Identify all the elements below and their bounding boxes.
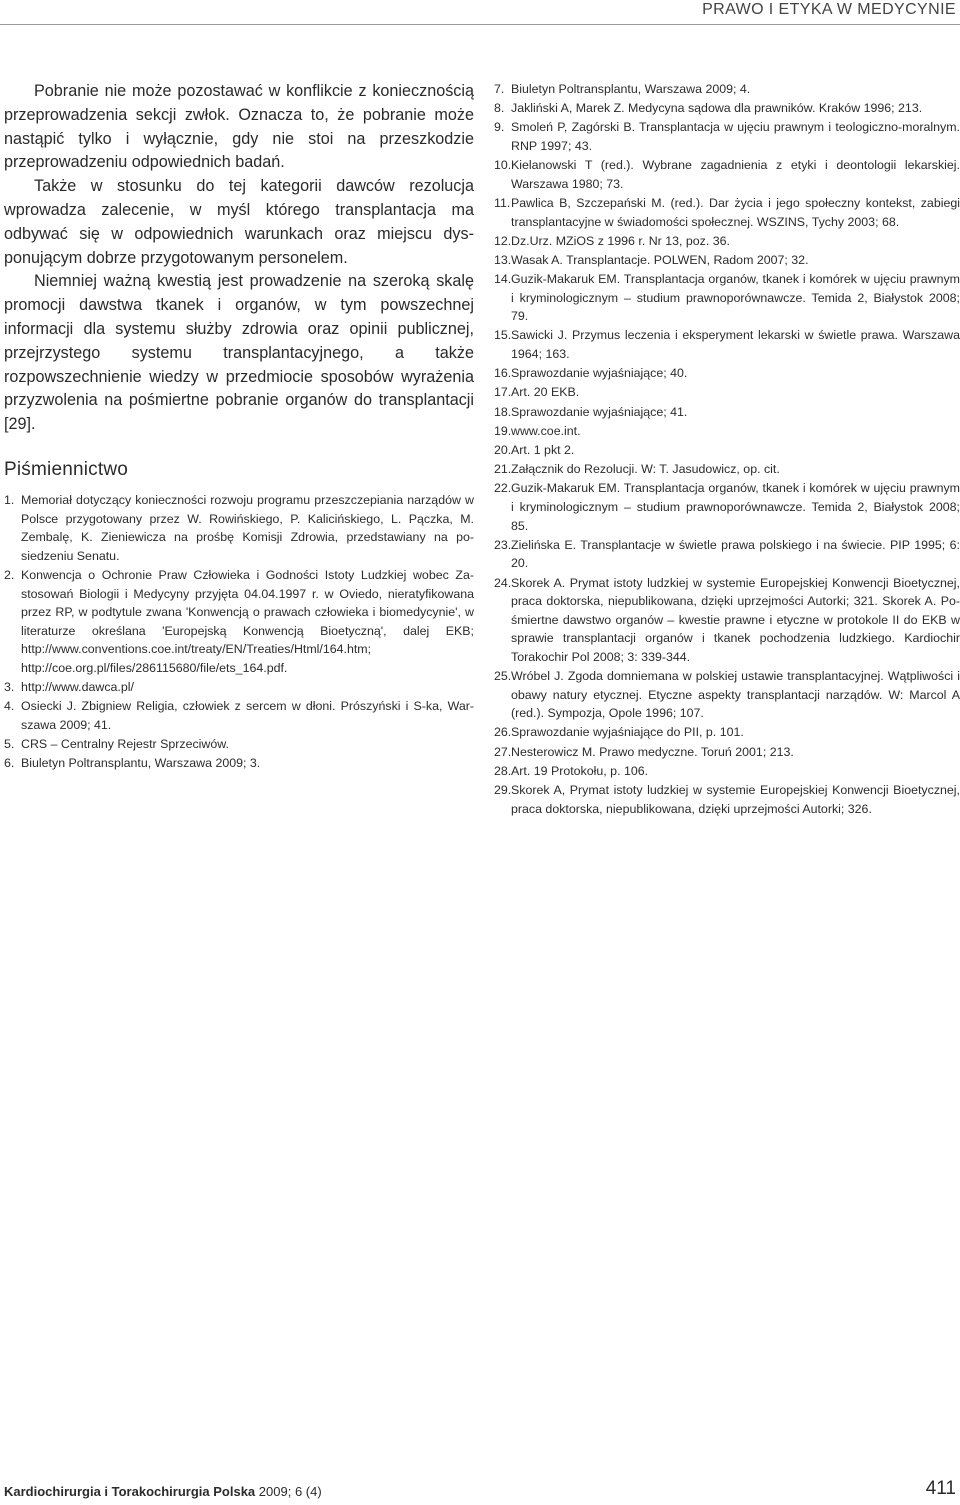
references-list-left (4, 491, 474, 773)
references-list-right (494, 80, 960, 818)
reference-text: Zielińska E. Transplantacje w świetle prawa polskiego i na świecie. PIP 1995; 6: 20. (511, 537, 960, 571)
running-title: PRAWO I ETYKA W MEDYCYNIE (702, 1, 956, 18)
reference-item (494, 667, 960, 723)
reference-item (494, 156, 960, 193)
reference-text: Załącznik do Rezolucji. W: T. Jasudowicz, op. cit. (511, 462, 780, 477)
reference-item (4, 735, 474, 754)
reference-item (494, 723, 960, 742)
reference-text: Dz.Urz. MZiOS z 1996 r. Nr 13, poz. 36. (511, 233, 730, 248)
reference-item (4, 491, 474, 565)
reference-item (494, 80, 960, 99)
reference-number: 29. (494, 783, 512, 798)
reference-item (4, 566, 474, 678)
references-heading: Piśmiennictwo (4, 458, 129, 480)
reference-number: 13. (494, 252, 512, 267)
body-paragraph-2: Także w stosunku do tej kategorii dawców rezolucja wprowadza zalecenie, w myśl którego transplantacja ma odbywać się w odpowiednich warunkach oraz miejscu dysponującym dobrze przygotowanym personelem. (4, 177, 474, 267)
reference-number: 4. (4, 699, 15, 714)
reference-text: CRS – Centralny Rejestr Sprzeciwów. (21, 737, 229, 752)
reference-item (494, 364, 960, 383)
reference-item (494, 403, 960, 422)
reference-text: Wróbel J. Zgoda domniemana w polskiej ustawie transplantacyjnej. Wątpliwości i obawy natury etycznej. Etyczne aspekty transplantacji narządów. W: Marcol A (red.). Sympozja, Opole 1996; 107. (511, 669, 960, 721)
reference-text: Skorek A, Prymat istoty ludzkiej w systemie Europejskiej Konwencji Bioetycznej, praca doktorska, niepublikowana, dzięki uprzejmości Autorki; 326. (511, 783, 960, 816)
body-paragraph-1: Pobranie nie może pozostawać w konflikcie z koniecznością przeprowadzenia sekcji zwłok. Oznacza to, że pobranie może nastąpić tylko i wyłącznie, gdy nie stoi na przeszkodzie przeprowadzeniu odpowiednich badań. (4, 82, 474, 172)
reference-item (494, 536, 960, 573)
reference-item (494, 441, 960, 460)
reference-number: 3. (4, 680, 15, 695)
reference-number: 15. (494, 328, 512, 343)
reference-number: 1. (4, 492, 15, 507)
reference-number: 25. (494, 669, 512, 684)
reference-text: Biuletyn Poltransplantu, Warszawa 2009; 3. (21, 756, 261, 771)
reference-item (494, 422, 960, 441)
reference-text: Sprawozdanie wyjaśniające; 41. (511, 404, 688, 419)
reference-item (494, 479, 960, 535)
reference-text: Sprawozdanie wyjaśniające do PII, p. 101. (511, 725, 744, 740)
reference-item (494, 270, 960, 326)
reference-item (4, 697, 474, 734)
reference-number: 14. (494, 272, 512, 287)
reference-item (494, 574, 960, 667)
reference-text: Konwencja o Ochronie Praw Człowieka i Godności Istoty Ludzkiej wobec Zastosowań Biologii i Medycyny przyjęta 04.04.1997 r. w Oviedo, nieratyfikowana przez RP, w podtytule zwana 'Konwencją o prawach człowieka i biomedycynie', w literaturze określana 'Europejską Konwencją Bioetyczną', dalej EKB; http://www.conventions.coe.int/treaty/EN/Treaties/Html/164.htm; http://coe.org.pl/files/286115680/file/ets_164.pdf. (21, 567, 474, 675)
reference-number: 19. (494, 423, 512, 438)
reference-text: Art. 1 pkt 2. (511, 443, 575, 457)
journal-name: Kardiochirurgia i Torakochirurgia Polska (4, 1484, 256, 1499)
page-footer (4, 1484, 322, 1499)
reference-number: 28. (494, 763, 512, 778)
reference-text: Biuletyn Poltransplantu, Warszawa 2009; 4. (511, 82, 751, 96)
reference-number: 6. (4, 756, 15, 771)
reference-item (494, 99, 960, 118)
reference-item (494, 383, 960, 402)
reference-number: 23. (494, 537, 512, 552)
reference-number: 24. (494, 575, 512, 590)
reference-number: 21. (494, 462, 512, 477)
reference-text: Art. 19 Protokołu, p. 106. (511, 763, 649, 778)
reference-text: http://www.dawca.pl/ (21, 680, 134, 695)
reference-number: 9. (494, 120, 505, 135)
page-number: 411 (925, 1478, 956, 1499)
reference-item (4, 678, 474, 697)
journal-issue: 2009; 6 (4) (258, 1484, 322, 1499)
reference-text: Skorek A. Prymat istoty ludzkiej w systemie Europejskiej Konwencji Bioetycznej, praca doktorska, niepublikowana, dzięki uprzejmości Autorki; 321. Skorek A. Pośmiertne dawstwo organów – kwestie prawne i etyczne w protokole II do EKB w sprawie transplantacji organów i tkanek pochodzenia ludzkiego. Kardiochir Torakochir Pol 2008; 3: 339-344. (511, 575, 960, 664)
reference-item (494, 326, 960, 363)
reference-number: 11. (494, 195, 511, 210)
reference-item (494, 194, 960, 231)
reference-number: 8. (494, 101, 505, 116)
reference-number: 22. (494, 481, 512, 496)
reference-number: 17. (494, 385, 512, 400)
reference-number: 26. (494, 725, 512, 740)
reference-number: 16. (494, 366, 512, 381)
reference-item (4, 754, 474, 773)
reference-item (494, 460, 960, 479)
reference-text: Sprawozdanie wyjaśniające; 40. (511, 366, 688, 381)
reference-text: Pawlica B, Szczepański M. (red.). Dar życia i jego społeczny kontekst, zabiegi transplantacyjne w świadomości społecznej. WSZINS, Tychy 2003; 68. (511, 195, 960, 229)
reference-text: www.coe.int. (511, 423, 581, 438)
reference-number: 12. (494, 233, 512, 248)
reference-number: 18. (494, 404, 512, 419)
reference-text: Kielanowski T (red.). Wybrane zagadnienia z etyki i deontologii lekarskiej. Warszawa 1980; 73. (511, 158, 960, 191)
reference-text: Art. 20 EKB. (511, 385, 580, 400)
reference-number: 27. (494, 744, 512, 759)
reference-number: 10. (494, 158, 512, 173)
reference-item (494, 251, 960, 270)
reference-item (494, 118, 960, 155)
reference-number: 20. (494, 443, 512, 457)
reference-text: Wasak A. Transplantacje. POLWEN, Radom 2007; 32. (511, 252, 809, 267)
reference-number: 7. (494, 82, 505, 96)
reference-item (494, 743, 960, 762)
body-paragraph-3: Niemniej ważną kwestią jest prowadzenie na szeroką skalę promocji dawstwa tkanek i organów, w tym powszechnej informacji dla systemu służby zdrowia oraz opinii publicznej, przejrzystego systemu transplantacyjnego, a także rozpowszechnienie wiedzy w przedmiocie sposobów wyrażenia przyzwolenia na pośmiertne pobranie organów do transplantacji [29]. (4, 272, 474, 434)
reference-item (494, 781, 960, 818)
reference-text: Osiecki J. Zbigniew Religia, człowiek z sercem w dłoni. Prószyński i S-ka, Warszawa 2009; 41. (21, 699, 474, 732)
reference-text: Nesterowicz M. Prawo medyczne. Toruń 2001; 213. (511, 744, 794, 759)
header-rule (0, 24, 960, 25)
reference-text: Smoleń P, Zagórski B. Transplantacja w ujęciu prawnym i teologiczno-moralnym. RNP 1997; 43. (511, 120, 960, 153)
left-column (4, 80, 474, 773)
reference-text: Guzik-Makaruk EM. Transplantacja organów, tkanek i komórek w ujęciu prawnym i kryminologicznym – studium prawnoporównawcze. Temida 2, Białystok 2008; 79. (511, 272, 960, 324)
reference-number: 2. (4, 567, 15, 582)
reference-text: Guzik-Makaruk EM. Transplantacja organów, tkanek i komórek w ujęciu prawnym i kryminologicznym – studium prawnoporównawcze. Temida 2, Białystok 2008; 85. (511, 481, 960, 533)
reference-text: Jakliński A, Marek Z. Medycyna sądowa dla prawników. Kraków 1996; 213. (511, 101, 923, 116)
reference-text: Memoriał dotyczący konieczności rozwoju programu przeszczepiania narządów w Polsce przygotowany przez W. Rowińskiego, P. Kalicińskiego, L. Pączka, M. Zembalę, K. Zieniewicza na prośbę Komisji Zdrowia, przedstawiany na posiedzeniu Senatu. (21, 492, 474, 563)
reference-item (494, 762, 960, 781)
reference-text: Sawicki J. Przymus leczenia i eksperyment lekarski w świetle prawa. Warszawa 1964; 163. (511, 328, 960, 362)
reference-item (494, 232, 960, 251)
reference-number: 5. (4, 737, 15, 752)
right-column (494, 80, 960, 819)
